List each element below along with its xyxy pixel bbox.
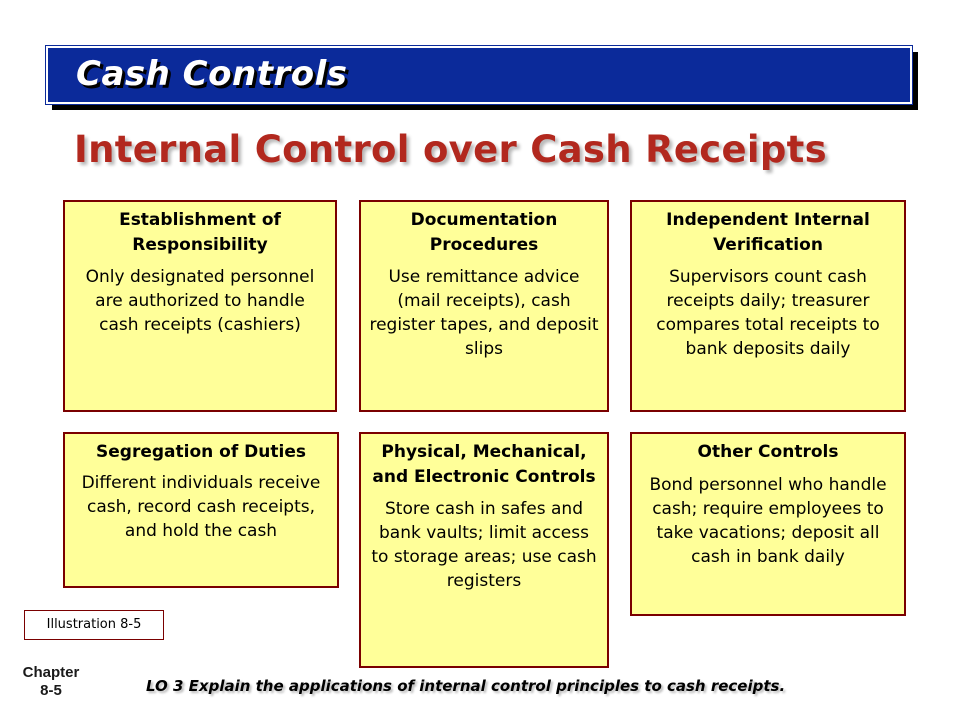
- control-box-documentation: [359, 200, 609, 412]
- control-box-segregation: [63, 432, 339, 588]
- control-box-title: Establishment of Responsibility: [119, 210, 281, 255]
- control-box-verification: [630, 200, 906, 412]
- control-box-title: Segregation of Duties: [96, 442, 306, 462]
- learning-objective: LO 3 Explain the applications of internal control principles to cash receipts.: [146, 677, 786, 695]
- control-box-body: Store cash in safes and bank vaults; limit access to storage areas; use cash registers: [371, 499, 597, 591]
- control-box-other: [630, 432, 906, 616]
- illustration-label: Illustration 8-5: [24, 610, 164, 640]
- slide-subtitle: Internal Control over Cash Receipts: [74, 128, 827, 171]
- control-box-body: Only designated personnel are authorized to handle cash receipts (cashiers): [85, 267, 315, 335]
- control-box-title: Other Controls: [697, 442, 839, 462]
- slide-title: Cash Controls: [76, 54, 348, 94]
- control-box-title: Independent Internal Verification: [666, 210, 870, 255]
- control-box-physical: [359, 432, 609, 668]
- chapter-number: 8-5: [40, 682, 62, 699]
- control-box-body: Use remittance advice (mail receipts), cash register tapes, and deposit slips: [369, 267, 599, 359]
- control-box-responsibility: [63, 200, 337, 412]
- chapter-label: Chapter: [22, 664, 80, 681]
- chapter-footer: [16, 664, 86, 700]
- title-banner: [46, 46, 912, 104]
- control-box-title: Documentation Procedures: [410, 210, 558, 255]
- control-box-body: Bond personnel who handle cash; require employees to take vacations; deposit all cash in bank daily: [649, 475, 887, 567]
- control-box-title: Physical, Mechanical, and Electronic Controls: [372, 442, 596, 487]
- control-box-body: Different individuals receive cash, record cash receipts, and hold the cash: [81, 473, 321, 541]
- control-box-body: Supervisors count cash receipts daily; treasurer compares total receipts to bank deposits daily: [656, 267, 880, 359]
